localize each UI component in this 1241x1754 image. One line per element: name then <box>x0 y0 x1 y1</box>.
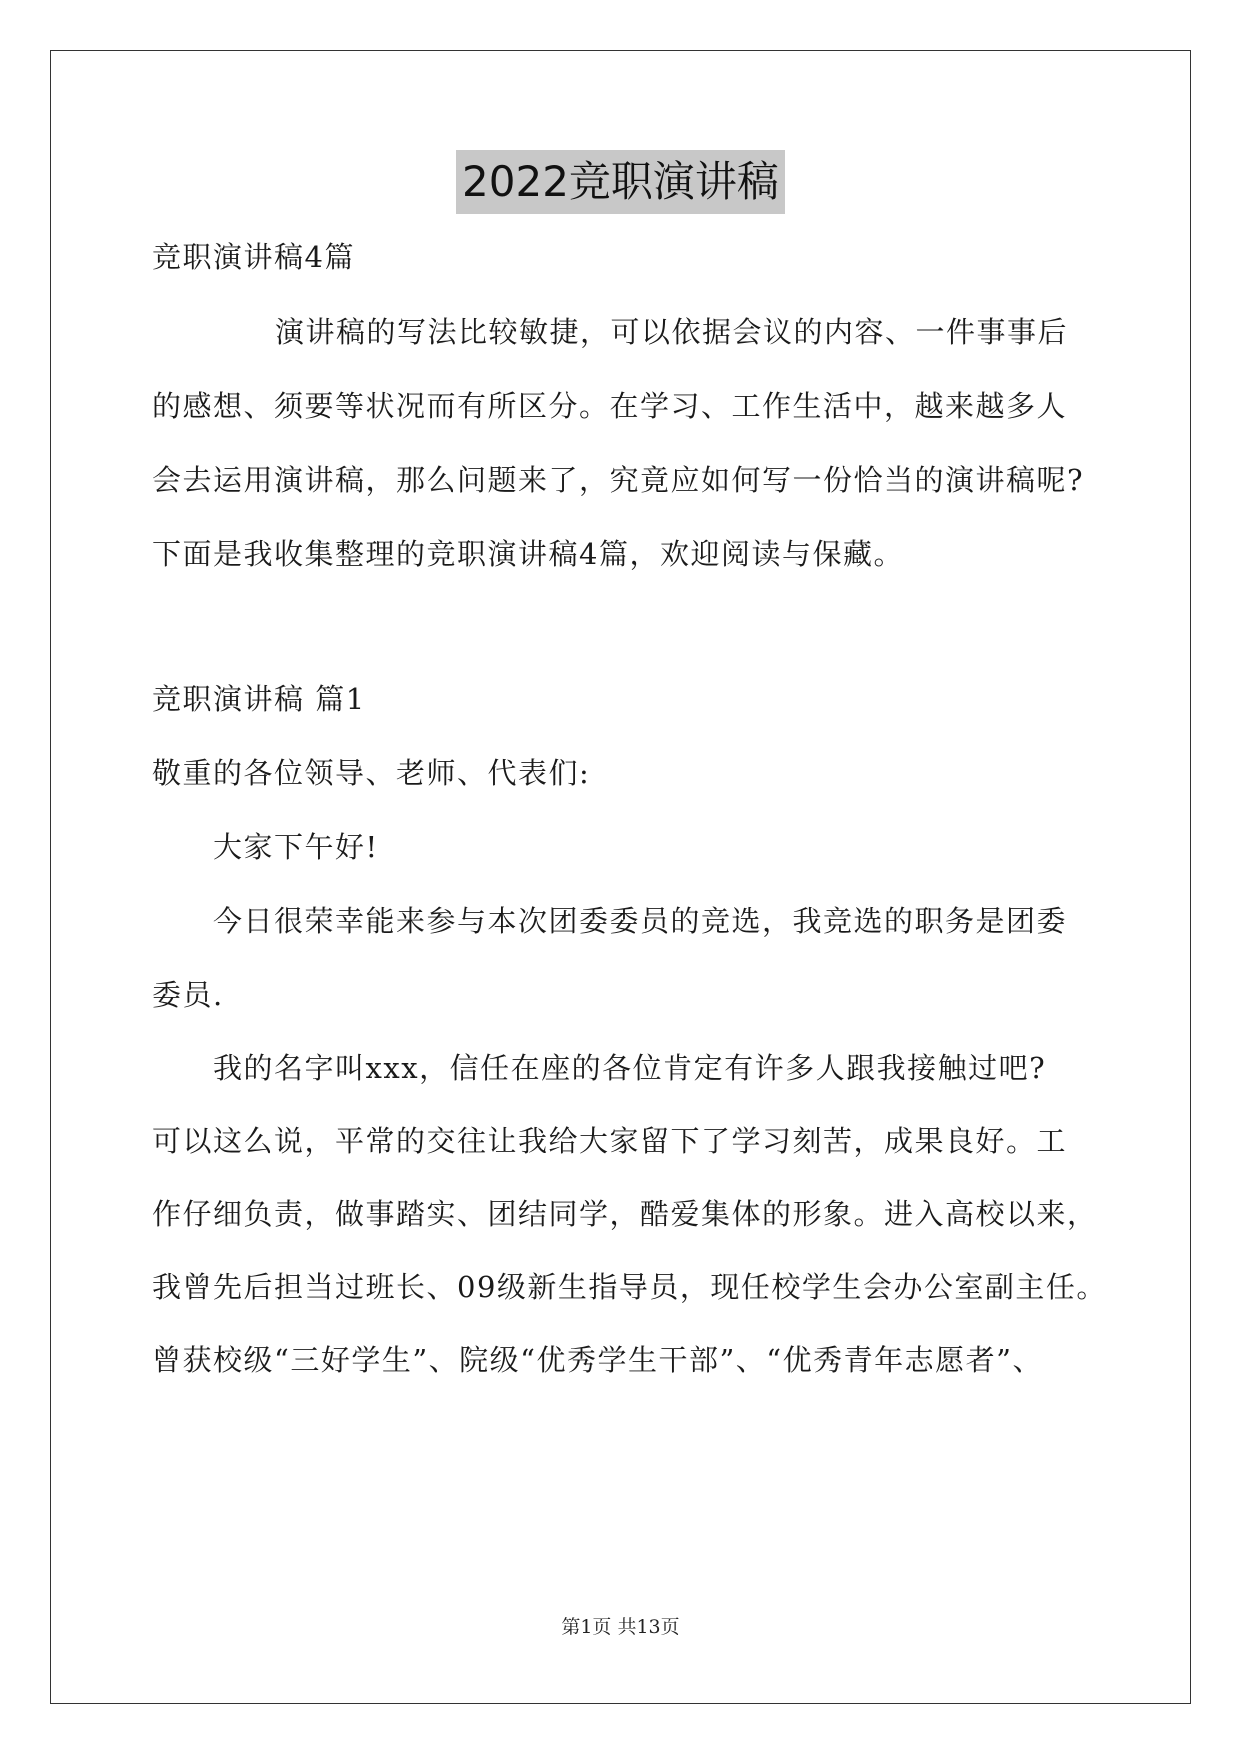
intro-line: 下面是我收集整理的竞职演讲稿4篇，欢迎阅读与保藏。 <box>152 537 904 571</box>
document-subtitle: 竞职演讲稿4篇 <box>152 240 355 274</box>
greeting: 大家下午好! <box>213 830 379 864</box>
intro-line: 演讲稿的写法比较敏捷，可以依据会议的内容、一件事事后 <box>275 315 1069 349</box>
body-line: 曾获校级“三好学生”、院级“优秀学生干部”、“优秀青年志愿者”、 <box>152 1343 1043 1377</box>
section-heading: 竞职演讲稿 篇1 <box>152 682 366 716</box>
page-footer: 第1页 共13页 <box>561 1616 680 1638</box>
body-line: 我的名字叫xxx，信任在座的各位肯定有许多人跟我接触过吧? <box>213 1051 1047 1085</box>
page-border <box>50 50 1191 1704</box>
body-line: 今日很荣幸能来参与本次团委委员的竞选，我竞选的职务是团委 <box>213 904 1068 938</box>
title-container <box>0 150 1241 214</box>
document-title: 2022竞职演讲稿 <box>456 150 785 214</box>
body-line: 作仔细负责，做事踏实、团结同学，酷爱集体的形象。进入高校以来， <box>152 1197 1098 1231</box>
body-line: 委员. <box>152 978 224 1012</box>
body-line: 我曾先后担当过班长、09级新生指导员，现任校学生会办公室副主任。 <box>152 1270 1107 1304</box>
body-line: 可以这么说，平常的交往让我给大家留下了学习刻苦，成果良好。工 <box>152 1124 1068 1158</box>
salutation: 敬重的各位领导、老师、代表们: <box>152 756 591 790</box>
intro-line: 的感想、须要等状况而有所区分。在学习、工作生活中，越来越多人 <box>152 389 1068 423</box>
intro-line: 会去运用演讲稿，那么问题来了，究竟应如何写一份恰当的演讲稿呢? <box>152 463 1085 497</box>
